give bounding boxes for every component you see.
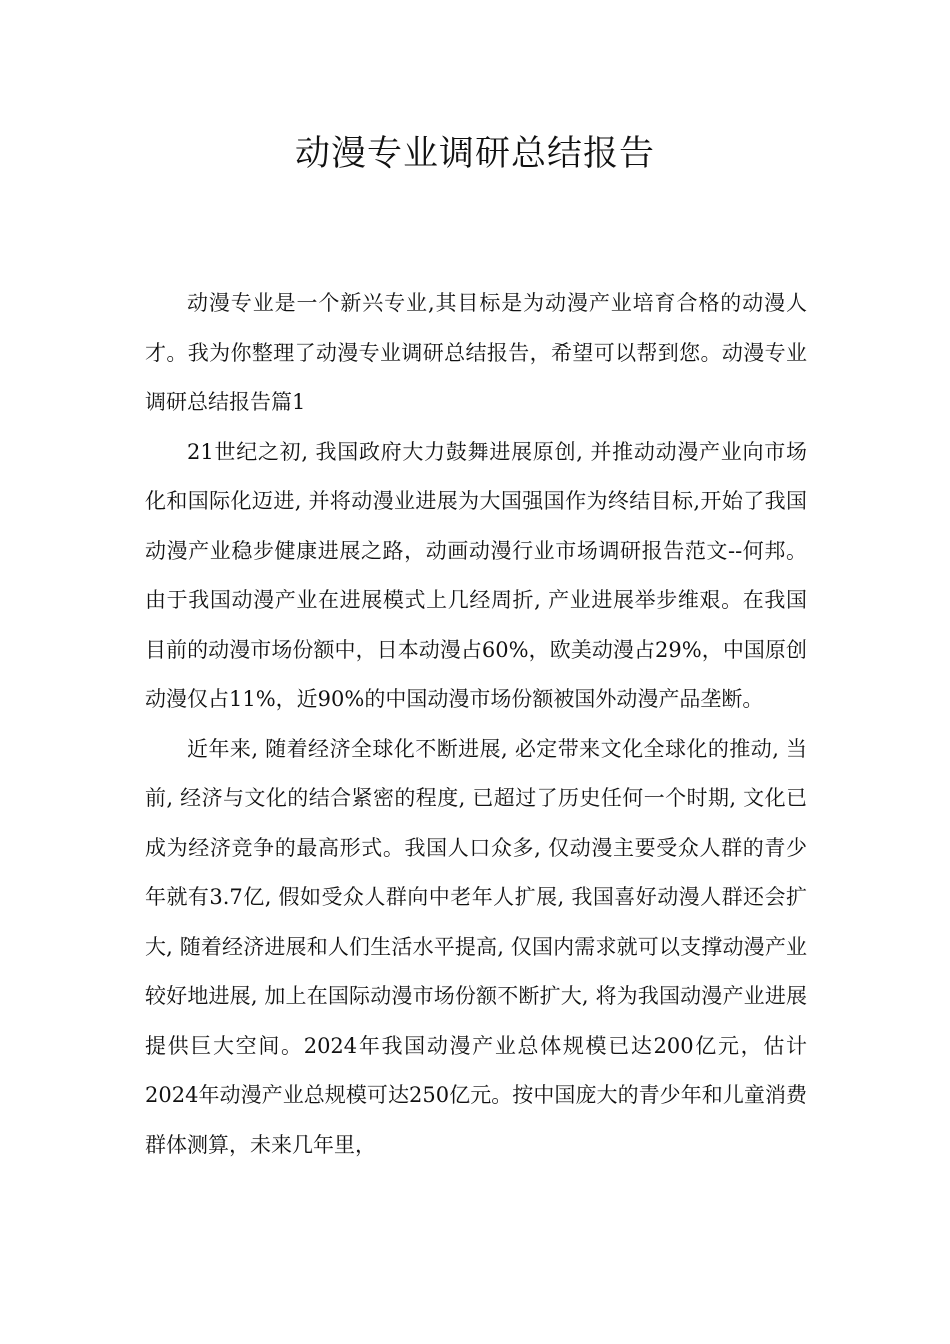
paragraph-intro: 动漫专业是一个新兴专业,其目标是为动漫产业培育合格的动漫人才。我为你整理了动漫专业调研总结报告，希望可以帮到您。动漫专业调研总结报告篇1 [145, 291, 807, 414]
document-body [145, 279, 807, 1170]
document-title: 动漫专业调研总结报告 [294, 134, 655, 174]
paragraph-history: 21世纪之初, 我国政府大力鼓舞进展原创, 并推动动漫产业向市场化和国际化迈进, 并将动漫业进展为大国强国作为终结目标,开始了我国动漫产业稳步健康进展之路，动画动漫行业市场调研报告范文--何邦。由于我国动漫产业在进展模式上几经周折, 产业进展举步维艰。在我国目前的动漫市场份额中，日本动漫占60%，欧美动漫占29%，中国原创动漫仅占11%，近90%的中国动漫市场份额被国外动漫产品垄断。 [145, 439, 807, 711]
paragraph-recent-years: 近年来, 随着经济全球化不断进展, 必定带来文化全球化的推动, 当前, 经济与文化的结合紧密的程度, 已超过了历史任何一个时期, 文化已成为经济竞争的最高形式。我国人口众多, 仅动漫主要受众人群的青少年就有3.7亿, 假如受众人群向中老年人扩展, 我国喜好动漫人群还会扩大, 随着经济进展和人们生活水平提高, 仅国内需求就可以支撑动漫产业较好地进展, 加上在国际动漫市场份额不断扩大, 将为我国动漫产业进展提供巨大空间。2024年我国动漫产业总体规模已达200亿元，估计2024年动漫产业总规模可达250亿元。按中国庞大的青少年和儿童消费群体测算，未来几年里， [145, 736, 807, 1157]
